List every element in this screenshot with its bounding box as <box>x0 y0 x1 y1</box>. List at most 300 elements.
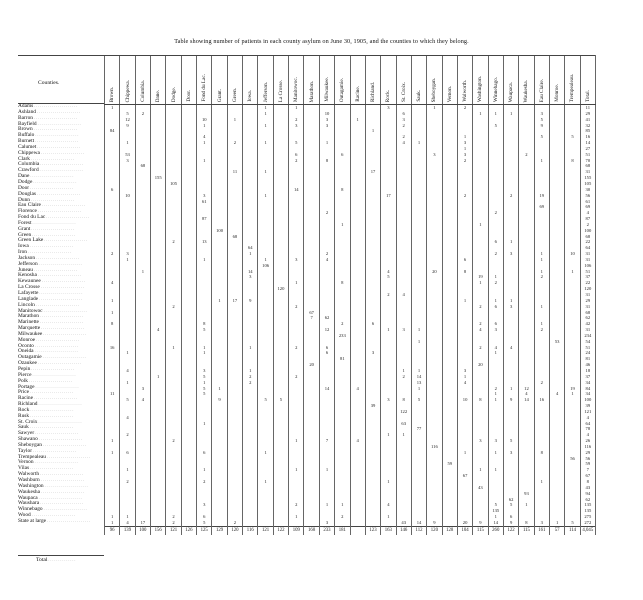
column-header <box>273 56 288 105</box>
table-cell: 1 <box>243 345 258 351</box>
table-cell: 1 <box>396 432 411 438</box>
table-cell: 4 <box>580 432 595 438</box>
table-cell: 135 <box>580 502 595 508</box>
table-cell: 233 <box>335 333 350 339</box>
table-cell: 46 <box>580 362 595 368</box>
county-name: Washington . . . <box>18 483 104 489</box>
table-cell: 1 <box>258 123 273 129</box>
table-cell: 14 <box>243 269 258 275</box>
county-name: Richland . . . <box>18 401 104 407</box>
table-cell: 9 <box>534 123 549 129</box>
column-header-label: Brown. <box>109 86 116 102</box>
table-cell: 120 <box>580 286 595 292</box>
table-cell: 1 <box>534 479 549 485</box>
county-name: Dunn . . . <box>18 197 104 203</box>
table-cell: 14 <box>580 140 595 146</box>
table-cell: 3 <box>197 193 212 199</box>
table-cell: 13 <box>411 380 426 386</box>
table-cell: 2 <box>396 134 411 140</box>
county-name: Rock . . . <box>18 407 104 413</box>
table-cell: 1 <box>457 298 472 304</box>
table-cell: 31 <box>580 292 595 298</box>
table-cell: 1 <box>105 514 120 520</box>
table-cell: 43 <box>580 485 595 491</box>
column-header <box>105 56 120 105</box>
table-cell: 1 <box>549 520 564 526</box>
column-header <box>227 56 242 105</box>
table-cell: 3 <box>396 117 411 123</box>
county-name: Fond du Lac . . . <box>18 214 104 220</box>
table-cell: 1 <box>503 386 518 392</box>
total-cell: 115 <box>473 526 488 535</box>
table-cell: 5 <box>197 520 212 526</box>
table-cell: 1 <box>120 257 135 263</box>
table-cell: 8 <box>396 397 411 403</box>
column-header <box>258 56 273 105</box>
table-cell: 29 <box>580 450 595 456</box>
column-header <box>120 56 135 105</box>
total-row <box>105 526 596 535</box>
table-cell: 8 <box>319 158 334 164</box>
table-cell: 2 <box>457 193 472 199</box>
table-cell: 84 <box>105 128 120 134</box>
table-cell: 5 <box>488 123 503 129</box>
county-name: Marquette . . . <box>18 325 104 331</box>
column-header-label: Outagamie. <box>339 77 346 102</box>
table-cell: 5 <box>197 327 212 333</box>
total-cell: 168 <box>304 526 319 535</box>
county-name: Jefferson . . . <box>18 261 104 267</box>
column-header <box>243 56 258 105</box>
column-header-label: Total. <box>584 90 591 102</box>
table-cell: 1 <box>565 269 580 275</box>
table-cell: 5 <box>197 386 212 392</box>
table-cell: 42 <box>580 321 595 327</box>
table-cell: 67 <box>580 473 595 479</box>
table-cell: 2 <box>166 304 181 310</box>
table-cell: 13 <box>197 239 212 245</box>
county-name: Vernon . . . <box>18 459 104 465</box>
table-cell: 39 <box>580 403 595 409</box>
table-cell: 1 <box>473 111 488 117</box>
column-header <box>365 56 380 105</box>
county-name: Juneau . . . <box>18 267 104 273</box>
table-cell: 5 <box>534 117 549 123</box>
table-cell: 6 <box>365 321 380 327</box>
table-cell: 12 <box>519 386 534 392</box>
table-cell: 2 <box>289 304 304 310</box>
table-cell: 2 <box>166 514 181 520</box>
table-cell: 8 <box>473 397 488 403</box>
total-cell: 233 <box>319 526 334 535</box>
table-cell: 14 <box>519 397 534 403</box>
county-name: Eau Claire . . . <box>18 202 104 208</box>
table-cell: 2 <box>457 105 472 111</box>
table-cell: 3 <box>503 450 518 456</box>
table-cell: 4 <box>503 345 518 351</box>
column-header-label: Trempealeau. <box>569 73 576 102</box>
table-cell: 1 <box>319 502 334 508</box>
table-cell: 3 <box>457 368 472 374</box>
table-cell: 41 <box>580 117 595 123</box>
column-header-label: Green. <box>231 88 238 102</box>
county-name: St. Croix . . . <box>18 419 104 425</box>
county-name: Walworth . . . <box>18 471 104 477</box>
table-cell: 31 <box>580 251 595 257</box>
table-cell: 1 <box>411 386 426 392</box>
column-header-row <box>105 56 596 105</box>
table-cell: 5 <box>120 111 135 117</box>
table-cell: 43 <box>473 485 488 491</box>
table-cell: 9 <box>243 298 258 304</box>
column-header-label: Racine. <box>354 86 361 102</box>
table-cell: 2 <box>289 117 304 123</box>
county-name: Taylor . . . <box>18 448 104 454</box>
table-cell: 1 <box>457 134 472 140</box>
column-header-label: Rock. <box>385 89 392 102</box>
column-header <box>396 56 411 105</box>
table-cell: 64 <box>580 245 595 251</box>
county-name: Ashland . . . <box>18 109 104 115</box>
table-cell: 1 <box>335 222 350 228</box>
table-cell: 3 <box>503 304 518 310</box>
column-header <box>427 56 442 105</box>
table-cell: 10 <box>565 251 580 257</box>
county-name: Lincoln . . . <box>18 302 104 308</box>
table-cell: 85 <box>580 128 595 134</box>
table-cell: 6 <box>488 321 503 327</box>
table-cell: 8 <box>580 479 595 485</box>
table-cell: 1 <box>197 140 212 146</box>
table-cell: 5 <box>565 134 580 140</box>
column-header <box>565 56 580 105</box>
county-name: Price . . . <box>18 389 104 395</box>
table-cell: 3 <box>365 350 380 356</box>
table-cell: 22 <box>580 280 595 286</box>
table-cell: 1 <box>258 257 273 263</box>
table-cell: 6 <box>319 345 334 351</box>
table-cell: 87 <box>580 216 595 222</box>
table-cell: 1 <box>473 280 488 286</box>
counties-header: Counties. <box>38 80 60 86</box>
column-header-label: Dane. <box>155 89 162 102</box>
table-cell: 24 <box>580 350 595 356</box>
table-cell: 1 <box>411 368 426 374</box>
table-cell: 4 <box>197 134 212 140</box>
table-cell: 1 <box>381 327 396 333</box>
county-name: Dodge . . . <box>18 179 104 185</box>
total-cell: 146 <box>396 526 411 535</box>
table-cell: 1 <box>197 345 212 351</box>
table-cell: 62 <box>319 315 334 321</box>
column-header <box>503 56 518 105</box>
table-cell: 155 <box>580 175 595 181</box>
table-cell: 6 <box>105 187 120 193</box>
table-cell: 14 <box>319 386 334 392</box>
table-cell: 1 <box>488 397 503 403</box>
table-cell: 62 <box>580 315 595 321</box>
county-name: Pierce . . . <box>18 372 104 378</box>
table-cell: 3 <box>534 111 549 117</box>
table-cell: 1 <box>197 467 212 473</box>
table-cell: 3 <box>457 140 472 146</box>
county-name: Langlade . . . <box>18 296 104 302</box>
table-cell: 62 <box>503 497 518 503</box>
table-cell: 2 <box>488 251 503 257</box>
table-cell: 67 <box>457 473 472 479</box>
table-cell: 3 <box>197 502 212 508</box>
table-cell: 4 <box>350 386 365 392</box>
table-cell: 4 <box>396 292 411 298</box>
table-cell: 1 <box>166 345 181 351</box>
table-cell: 37 <box>580 374 595 380</box>
county-name: Portage . . . <box>18 384 104 390</box>
total-cell: 161 <box>534 526 549 535</box>
table-cell: 2 <box>580 222 595 228</box>
table-cell: 4 <box>473 327 488 333</box>
column-header <box>519 56 534 105</box>
table-cell: 100 <box>580 397 595 403</box>
table-cell: 6 <box>488 304 503 310</box>
table-cell: 84 <box>580 386 595 392</box>
table-cell: 29 <box>580 298 595 304</box>
table-cell: 78 <box>580 426 595 432</box>
table-cell: 3 <box>120 158 135 164</box>
table-cell: 7 <box>304 315 319 321</box>
table-cell: 1 <box>411 140 426 146</box>
table-cell: 64 <box>243 245 258 251</box>
table-cell: 2 <box>457 158 472 164</box>
table-cell: 1 <box>197 350 212 356</box>
table-cell: 3 <box>289 123 304 129</box>
table-cell: 1 <box>411 339 426 345</box>
table-cell: 2 <box>381 292 396 298</box>
table-cell: 17 <box>381 193 396 199</box>
table-cell: 10 <box>120 193 135 199</box>
county-name: Monroe . . . <box>18 337 104 343</box>
column-header-label: Richland. <box>370 81 377 102</box>
county-name: Kewaunee . . . <box>18 278 104 284</box>
table-cell: 1 <box>488 467 503 473</box>
table-cell: 4 <box>135 397 150 403</box>
total-cell: 109 <box>289 526 304 535</box>
column-header-label: Fond du Lac. <box>201 74 208 102</box>
table-cell: 16 <box>580 134 595 140</box>
table-cell: 6 <box>197 514 212 520</box>
county-name: Kenosha . . . <box>18 272 104 278</box>
column-header <box>304 56 319 105</box>
table-cell: 34 <box>580 380 595 386</box>
total-cell: 4,045 <box>580 526 595 535</box>
county-name: Barron . . . <box>18 115 104 121</box>
table-cell: 31 <box>580 257 595 263</box>
county-name: Oconto . . . <box>18 343 104 349</box>
county-name: Shawano . . . <box>18 436 104 442</box>
table-cell: 1 <box>289 280 304 286</box>
county-name: Iowa . . . <box>18 243 104 249</box>
county-name: Bayfield . . . <box>18 121 104 127</box>
column-header <box>289 56 304 105</box>
table-cell: 2 <box>166 438 181 444</box>
table-cell: 1 <box>258 169 273 175</box>
table-cell: 77 <box>411 426 426 432</box>
table-cell: 14 <box>411 374 426 380</box>
column-header-label: Sheboygan. <box>431 77 438 102</box>
table-cell: 14 <box>289 187 304 193</box>
column-header <box>473 56 488 105</box>
table-cell: 1 <box>120 140 135 146</box>
county-name: Waukesha . . . <box>18 489 104 495</box>
table-cell: 27 <box>580 146 595 152</box>
table-cell: 1 <box>473 467 488 473</box>
table-cell: 1 <box>243 368 258 374</box>
table-cell: 81 <box>580 356 595 362</box>
column-header-label: Door. <box>185 90 192 102</box>
table-cell: 3 <box>488 438 503 444</box>
column-header-label: Milwaukee. <box>323 77 330 102</box>
county-name: Door . . . <box>18 185 104 191</box>
table-cell: 3 <box>319 123 334 129</box>
table-cell: 1 <box>488 350 503 356</box>
county-name: Iron . . . <box>18 249 104 255</box>
column-header <box>319 56 334 105</box>
table-cell: 1 <box>120 514 135 520</box>
table-cell: 1 <box>289 467 304 473</box>
table-cell: 4 <box>580 210 595 216</box>
table-cell: 11 <box>580 105 595 111</box>
table-cell: 20 <box>457 520 472 526</box>
column-header <box>135 56 150 105</box>
table-cell: 68 <box>227 234 242 240</box>
county-name: Adams . . . <box>18 103 104 109</box>
total-cell: 100 <box>135 526 150 535</box>
table-cell: 9 <box>503 520 518 526</box>
table-cell: 5 <box>289 140 304 146</box>
column-header <box>381 56 396 105</box>
table-cell: 5 <box>534 134 549 140</box>
table-cell: 106 <box>258 263 273 269</box>
table-cell: 10 <box>457 397 472 403</box>
table-cell: 3 <box>135 386 150 392</box>
table-cell: 1 <box>335 502 350 508</box>
table-cell: 3 <box>427 152 442 158</box>
column-header-label: Eau Claire. <box>538 78 545 102</box>
table-cell: 19 <box>473 274 488 280</box>
table-cell: 1 <box>258 140 273 146</box>
table-cell: 2 <box>227 140 242 146</box>
table-cell: 1 <box>258 105 273 111</box>
total-row-label: Total . . . <box>36 557 75 563</box>
table-cell: 1 <box>258 111 273 117</box>
table-cell: 6 <box>319 350 334 356</box>
total-cell: 121 <box>258 526 273 535</box>
table-cell: 8 <box>105 321 120 327</box>
table-cell: 1 <box>197 380 212 386</box>
county-name: Ozaukee . . . <box>18 360 104 366</box>
total-cell: 260 <box>488 526 503 535</box>
total-cell: 139 <box>120 526 135 535</box>
table-cell: 3 <box>457 152 472 158</box>
total-cell: 121 <box>166 526 181 535</box>
total-cell <box>350 526 365 535</box>
county-name: Vilas . . . <box>18 465 104 471</box>
table-cell: 1 <box>534 304 549 310</box>
column-header <box>350 56 365 105</box>
table-cell: 2 <box>166 520 181 526</box>
table-cell: 3 <box>534 520 549 526</box>
table-cell: 68 <box>580 234 595 240</box>
table-cell: 7 <box>580 467 595 473</box>
table-cell: 1 <box>105 105 120 111</box>
table-cell: 1 <box>411 327 426 333</box>
column-header <box>580 56 595 105</box>
total-cell: 122 <box>273 526 288 535</box>
total-cell: 120 <box>227 526 242 535</box>
table-cell: 5 <box>503 502 518 508</box>
table-cell: 116 <box>580 444 595 450</box>
table-cell: 3 <box>319 520 334 526</box>
total-cell: 96 <box>105 526 120 535</box>
table-cell: 8 <box>197 321 212 327</box>
table-cell: 3 <box>243 274 258 280</box>
column-header-label: Grant. <box>216 88 223 102</box>
county-name: Chippewa . . . <box>18 150 104 156</box>
total-cell: 57 <box>549 526 564 535</box>
county-name: Racine . . . <box>18 395 104 401</box>
column-header-label: Sauk. <box>416 90 423 102</box>
table-cell: 1 <box>227 117 242 123</box>
table-cell: 20 <box>473 362 488 368</box>
table-cell: 9 <box>427 520 442 526</box>
county-name: Pepin . . . <box>18 366 104 372</box>
table-cell: 2 <box>473 304 488 310</box>
table-cell: 275 <box>580 514 595 520</box>
patients-table <box>104 55 596 535</box>
table-cell: 61 <box>197 199 212 205</box>
table-cell: 1 <box>350 117 365 123</box>
table-cell: 2 <box>488 210 503 216</box>
table-cell: 1 <box>488 111 503 117</box>
table-cell: 53 <box>549 339 564 345</box>
table-cell: 2 <box>519 152 534 158</box>
table-cell: 4 <box>457 380 472 386</box>
column-header <box>181 56 196 105</box>
table-cell: 93 <box>519 491 534 497</box>
table-cell: 1 <box>105 310 120 316</box>
county-name: Lafayette . . . <box>18 290 104 296</box>
table-cell: 63 <box>396 421 411 427</box>
table-cell: 1 <box>319 140 334 146</box>
table-cell: 2 <box>197 479 212 485</box>
table-cell: 3 <box>120 251 135 257</box>
county-name: Sawyer . . . <box>18 430 104 436</box>
county-name: Brown . . . <box>18 126 104 132</box>
table-title: Table showing number of patients in each county asylum on June 30, 1905, and the counties to which they belong. <box>174 38 469 45</box>
county-name: Polk . . . <box>18 378 104 384</box>
county-name: La Crosse . . . <box>18 284 104 290</box>
table-cell: 1 <box>135 269 150 275</box>
column-header <box>335 56 350 105</box>
table-cell: 56 <box>580 456 595 462</box>
table-cell: 3 <box>381 397 396 403</box>
table-cell: 1 <box>258 479 273 485</box>
table-cell: 4 <box>151 327 166 333</box>
county-name: Sauk . . . <box>18 424 104 430</box>
table-cell: 4 <box>120 520 135 526</box>
table-cell: 5 <box>488 502 503 508</box>
table-cell: 4 <box>396 140 411 146</box>
county-name: Florence . . . <box>18 208 104 214</box>
